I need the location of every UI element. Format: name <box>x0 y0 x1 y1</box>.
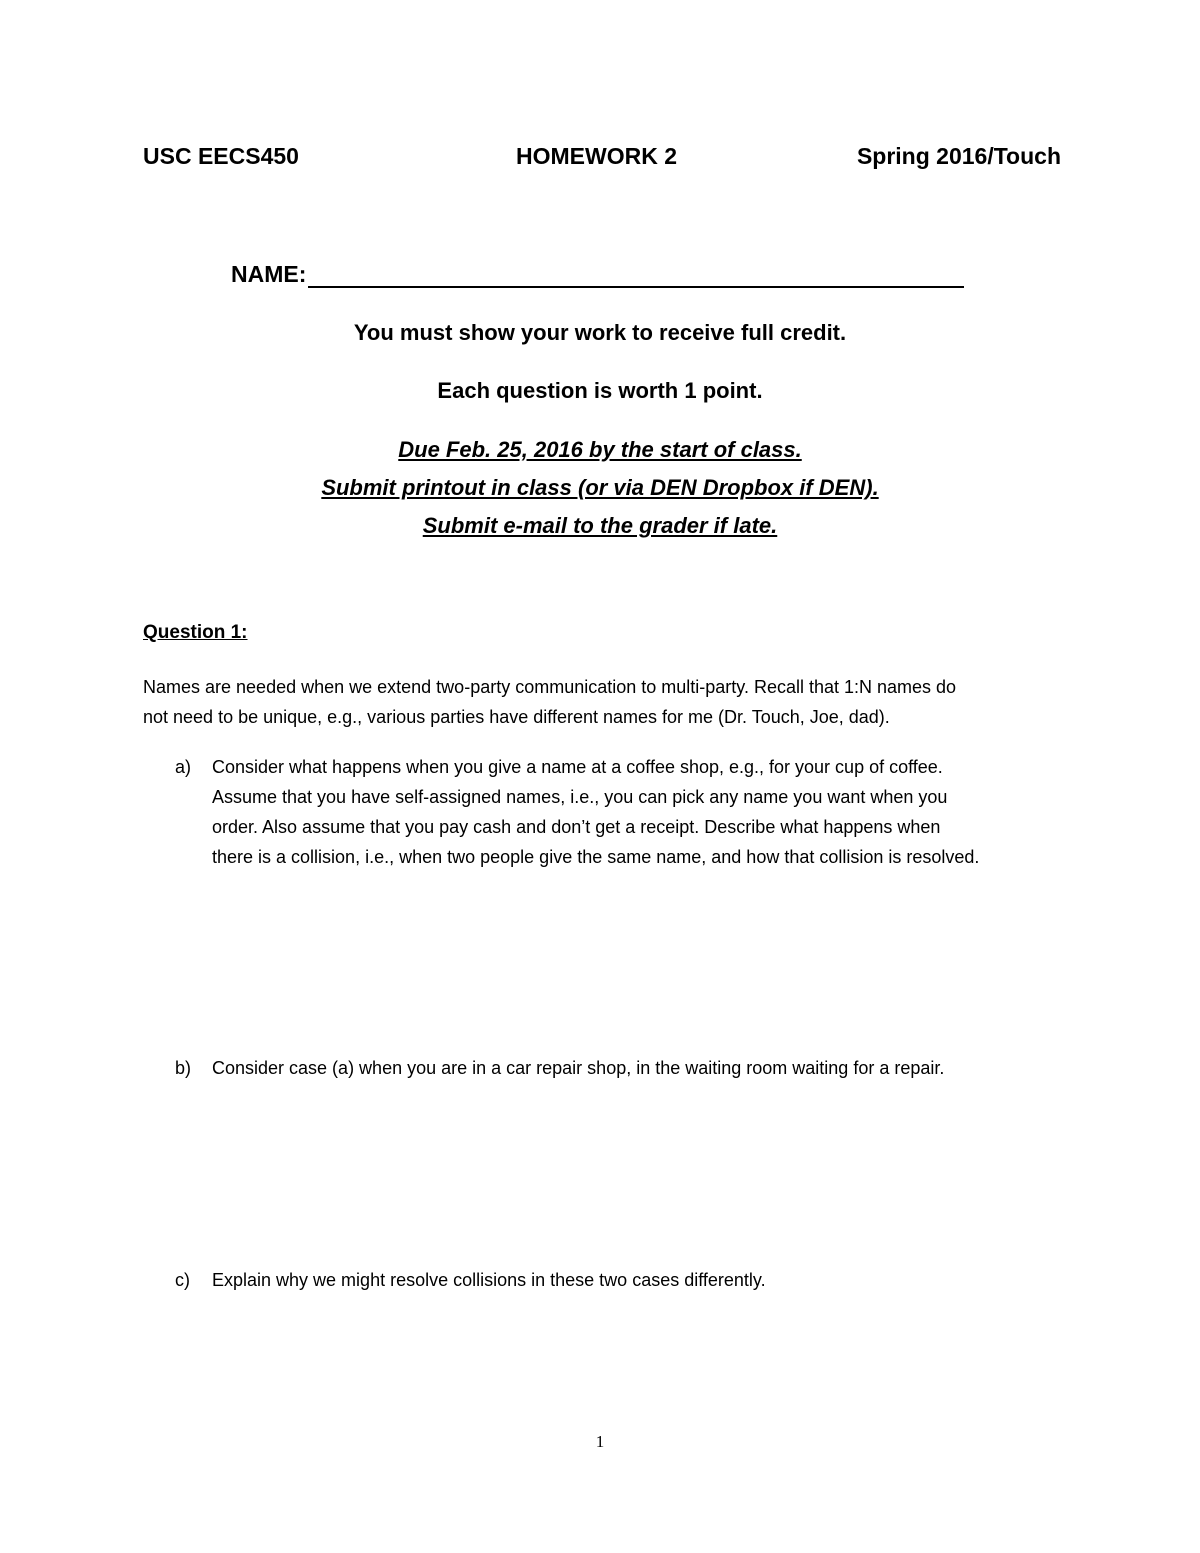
part-line: there is a collision, i.e., when two people give the same name, and how that collision is resolved. <box>212 847 980 867</box>
part-line: Consider case (a) when you are in a car repair shop, in the waiting room waiting for a repair. <box>212 1058 945 1078</box>
page-number: 1 <box>595 1432 605 1451</box>
question-1-intro <box>143 672 1063 732</box>
part-c-text <box>212 1265 1065 1295</box>
part-line: Consider what happens when you give a name at a coffee shop, e.g., for your cup of coffee. <box>212 757 943 777</box>
name-label: NAME: <box>231 261 307 287</box>
name-field[interactable] <box>231 260 964 288</box>
submit-printout-line: Submit printout in class (or via DEN Dropbox if DEN). <box>321 475 879 500</box>
part-line: Explain why we might resolve collisions in these two cases differently. <box>212 1270 766 1290</box>
part-marker: b) <box>175 1058 192 1078</box>
document-header <box>143 143 1061 177</box>
part-a-text <box>212 752 1065 872</box>
course-code: USC EECS450 <box>143 143 299 169</box>
assignment-title: HOMEWORK 2 <box>516 143 677 169</box>
part-line: order. Also assume that you pay cash and don’t get a receipt. Describe what happens when <box>212 817 941 837</box>
name-blank-line[interactable] <box>308 260 964 288</box>
late-submission-line: Submit e-mail to the grader if late. <box>422 513 778 538</box>
show-work-instruction: You must show your work to receive full credit. <box>353 320 847 345</box>
question-1-part-b <box>175 1053 1065 1083</box>
question-1-part-a <box>175 752 1065 872</box>
term-instructor: Spring 2016/Touch <box>856 143 1061 169</box>
part-marker: c) <box>175 1270 190 1290</box>
intro-line: not need to be unique, e.g., various parties have different names for me (Dr. Touch, Joe, dad). <box>143 707 890 727</box>
part-marker: a) <box>175 757 192 777</box>
part-line: Assume that you have self-assigned names, i.e., you can pick any name you want when you <box>212 787 948 807</box>
question-1-title: Question 1: <box>143 622 248 643</box>
question-1-part-c <box>175 1265 1065 1295</box>
intro-line: Names are needed when we extend two-party communication to multi-party. Recall that 1:N names do <box>143 677 957 697</box>
part-b-text <box>212 1053 1065 1083</box>
due-date-line: Due Feb. 25, 2016 by the start of class. <box>398 437 802 462</box>
points-instruction: Each question is worth 1 point. <box>437 378 763 403</box>
